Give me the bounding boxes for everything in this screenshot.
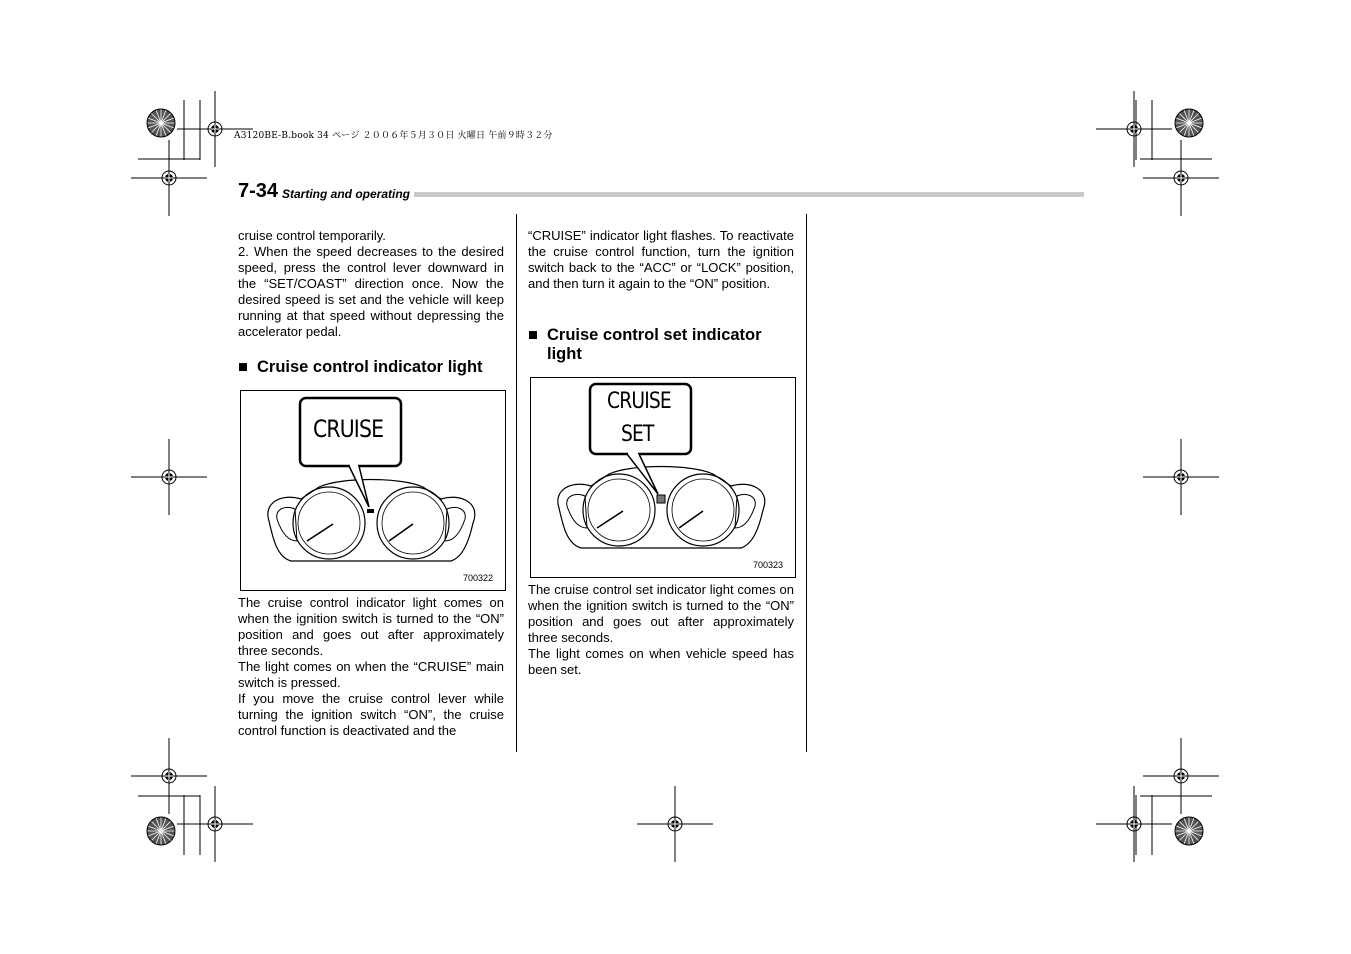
paragraph: The light comes on when vehicle speed has been set. (528, 646, 794, 677)
column-divider-1 (516, 214, 517, 752)
section-heading-cruise-set-indicator (528, 326, 794, 364)
paragraph: The light comes on when the “CRUISE” main switch is pressed. (238, 659, 504, 690)
print-info-line: A3120BE-B.book 34 ページ ２００６年５月３０日 火曜日 午前９時３２分 (234, 131, 553, 141)
figure-cruise-set-indicator (530, 377, 796, 578)
paragraph: The cruise control set indicator light comes on when the ignition switch is turned to the “ON” position and goes out after approximately three seconds. (528, 582, 794, 645)
column-divider-2 (806, 214, 807, 752)
figure-code: 700323 (753, 560, 784, 570)
column2-intro (528, 228, 794, 292)
figure-cruise-indicator (240, 390, 506, 591)
paragraph: 2. When the speed decreases to the desired speed, press the control lever downward in the “SET/COAST” direction once. Now the desired speed is set and the vehicle will keep running at that speed without depressing the accelerator pedal. (238, 244, 504, 339)
paragraph: The cruise control indicator light comes on when the ignition switch is turned to the “ON” position and goes out after approximately three seconds. (238, 595, 504, 658)
column2-body (528, 582, 794, 678)
section-heading-cruise-indicator (238, 358, 508, 377)
callout-cruise-line: CRUISE (607, 389, 671, 414)
paragraph: If you move the cruise control lever while turning the ignition switch “ON”, the cruise control function is deactivated and the (238, 691, 504, 738)
paragraph: “CRUISE” indicator light flashes. To reactivate the cruise control function, turn the ignition switch back to the “ACC” or “LOCK” position, and then turn it again to the “ON” position. (528, 228, 794, 291)
callout-cruise-text: CRUISE (313, 415, 384, 443)
heading-square-icon: ■ (238, 358, 248, 376)
column1-body (238, 595, 504, 739)
heading-text: Cruise control indicator light (257, 358, 483, 376)
callout-set-line: SET (621, 422, 654, 447)
column1-intro (238, 228, 504, 340)
section-title: Starting and operating (282, 187, 414, 201)
paragraph: cruise control temporarily. (238, 228, 386, 243)
page-number: 7-34 (238, 180, 282, 202)
heading-square-icon: ■ (528, 326, 538, 344)
figure-code: 700322 (463, 573, 494, 583)
heading-text: Cruise control set indicator light (547, 326, 762, 363)
